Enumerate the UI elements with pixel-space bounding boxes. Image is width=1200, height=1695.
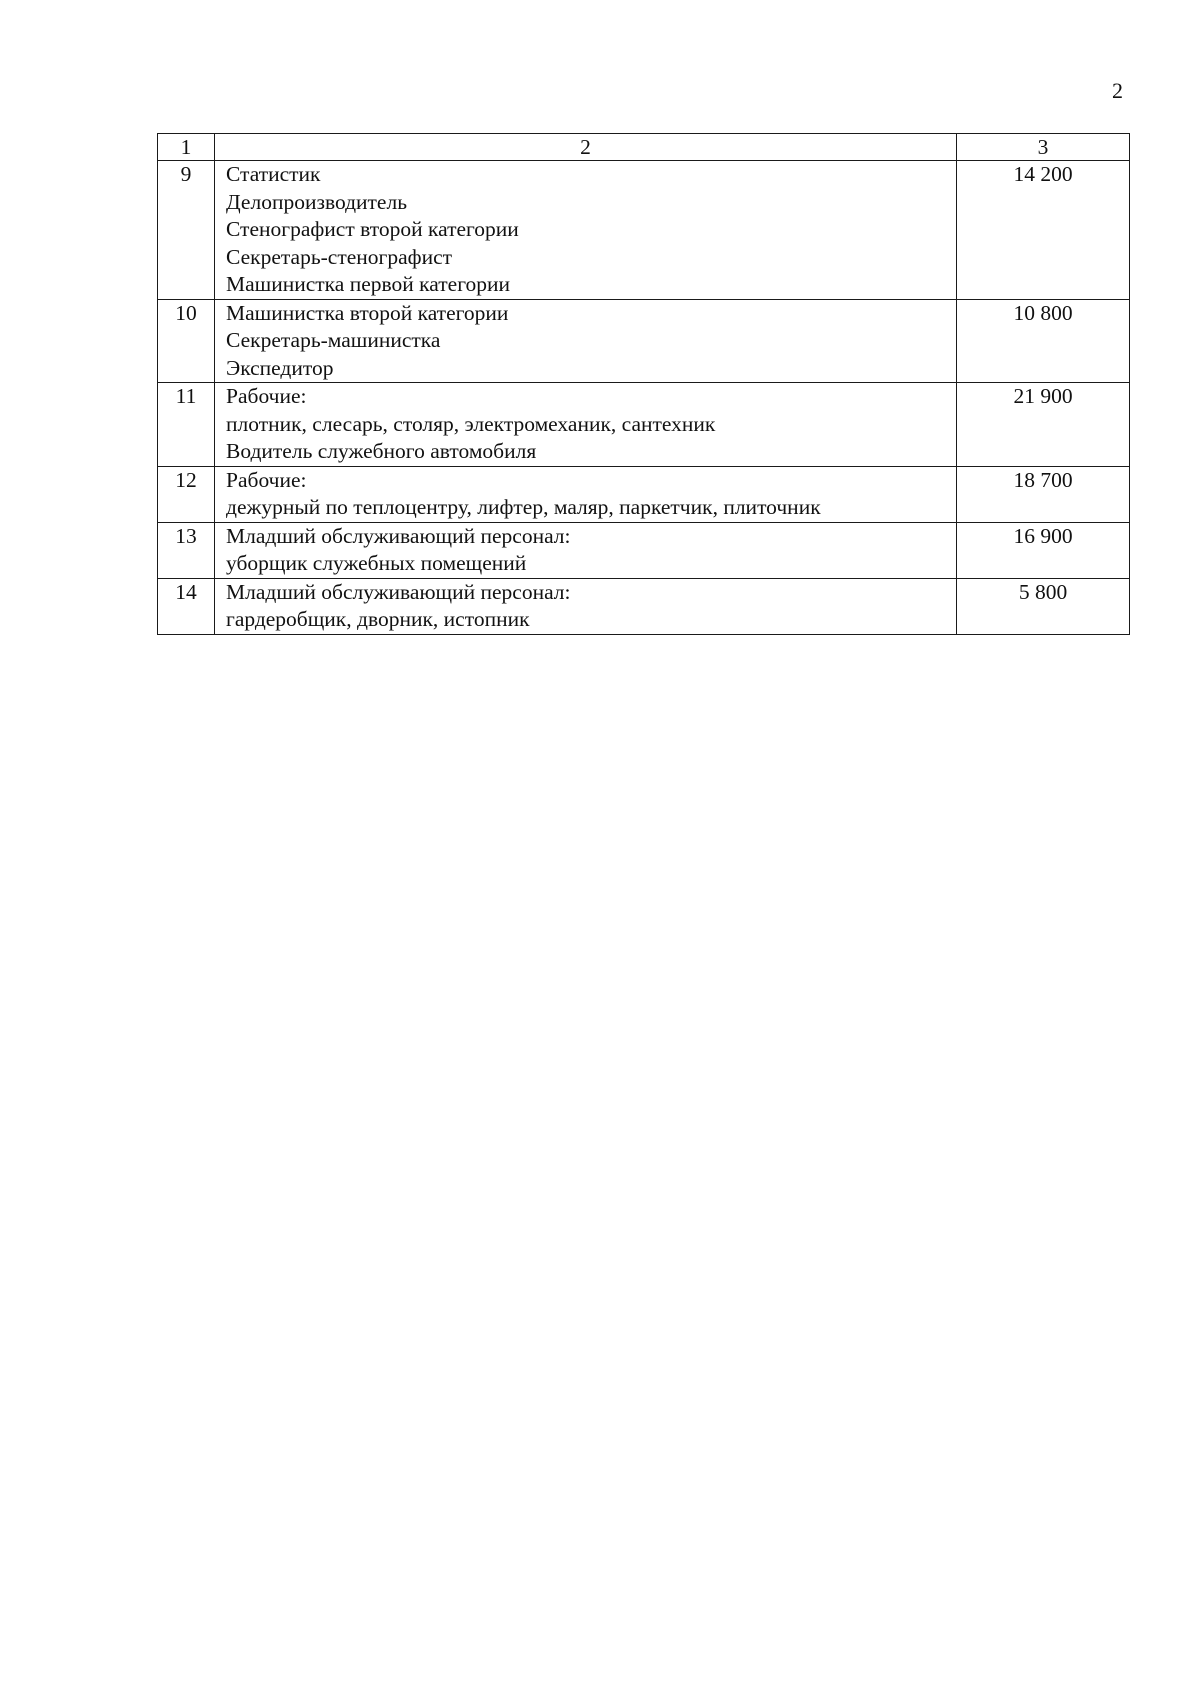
header-cell-amount: 3 [957, 134, 1130, 161]
position-name: Стенографист второй категории [226, 217, 519, 241]
table-header-row [158, 134, 1130, 161]
row-number: 9 [158, 161, 215, 300]
row-number: 12 [158, 466, 215, 522]
position-name: Рабочие: [226, 467, 307, 492]
position-list [215, 466, 957, 522]
table-row [158, 161, 1130, 300]
row-number: 10 [158, 299, 215, 383]
position-name: Делопроизводитель [226, 189, 408, 214]
row-number: 14 [158, 578, 215, 634]
table-row [158, 578, 1130, 634]
salary-table [157, 133, 1130, 635]
page-number: 2 [1112, 78, 1123, 103]
position-name: Экспедитор [226, 355, 334, 380]
salary-amount: 5 800 [957, 578, 1130, 634]
position-name: Младший обслуживающий персонал: [226, 523, 571, 548]
position-list [215, 383, 957, 467]
position-name: Секретарь-стенографист [226, 244, 453, 269]
table-row [158, 299, 1130, 383]
position-name: плотник, слесарь, столяр, электромеханик, сантехник [226, 411, 716, 436]
row-number: 11 [158, 383, 215, 467]
salary-amount: 21 900 [957, 383, 1130, 467]
position-list [215, 299, 957, 383]
table-row [158, 383, 1130, 467]
header-cell-name: 2 [215, 134, 957, 161]
header-cell-num: 1 [158, 134, 215, 161]
salary-amount: 18 700 [957, 466, 1130, 522]
table-row [158, 466, 1130, 522]
position-name: Машинистка первой категории [226, 272, 510, 296]
position-name: Водитель служебного автомобиля [226, 439, 537, 463]
position-list [215, 161, 957, 300]
salary-amount: 16 900 [957, 522, 1130, 578]
position-name: Машинистка второй категории [226, 300, 509, 325]
position-name: дежурный по теплоцентру, лифтер, маляр, паркетчик, плиточник [226, 495, 821, 519]
position-name: гардеробщик, дворник, истопник [226, 607, 530, 631]
position-name: уборщик служебных помещений [226, 551, 527, 575]
salary-amount: 10 800 [957, 299, 1130, 383]
position-name: Секретарь-машинистка [226, 328, 441, 352]
table-row [158, 522, 1130, 578]
position-list [215, 522, 957, 578]
position-name: Младший обслуживающий персонал: [226, 579, 571, 604]
row-number: 13 [158, 522, 215, 578]
position-name: Статистик [226, 162, 321, 186]
salary-amount: 14 200 [957, 161, 1130, 300]
position-list [215, 578, 957, 634]
position-name: Рабочие: [226, 384, 307, 408]
